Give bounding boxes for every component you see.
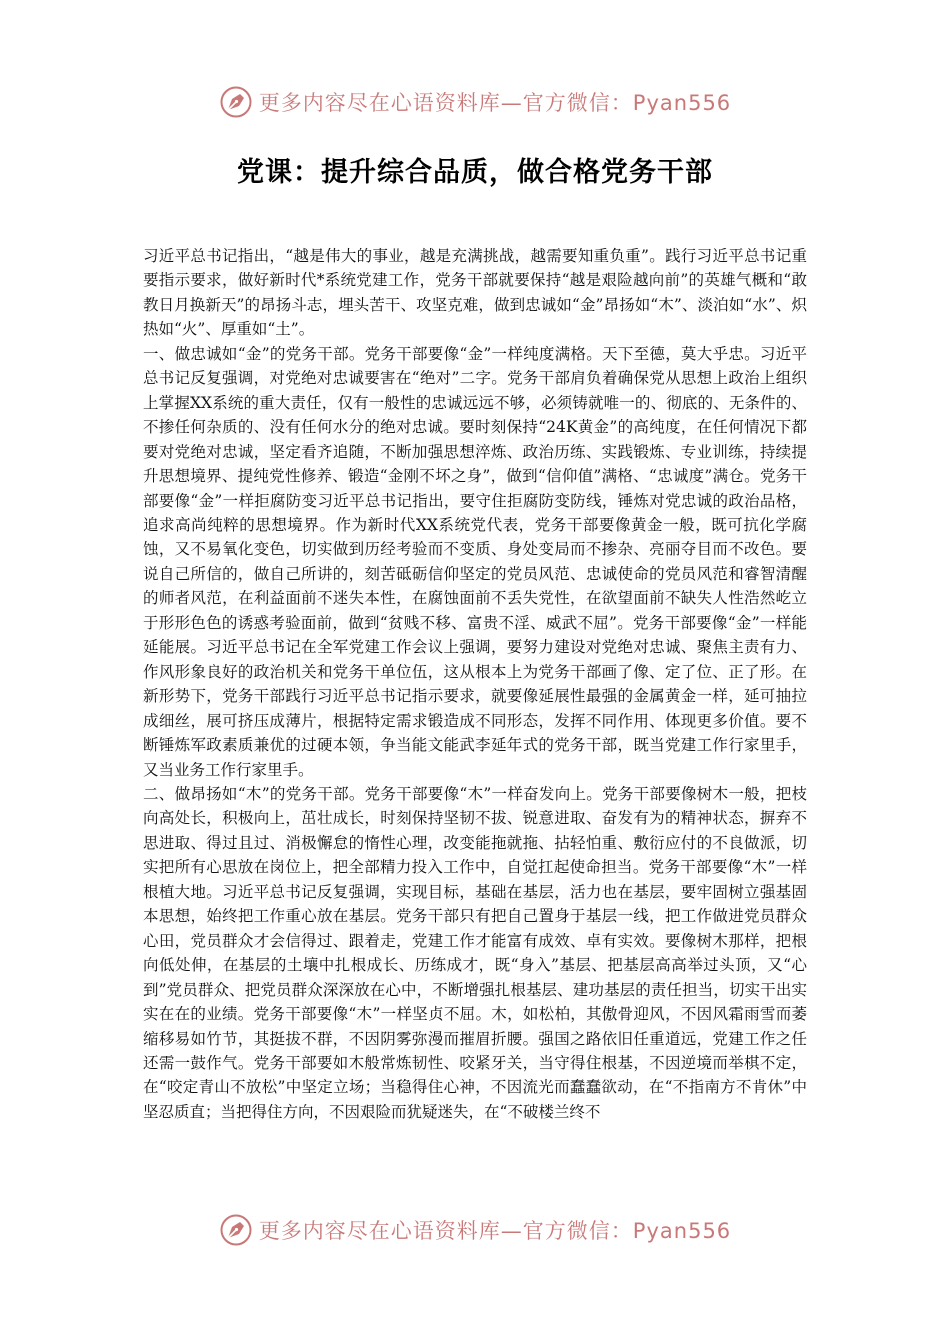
pen-nib-logo-icon <box>219 85 253 119</box>
pen-nib-logo-icon <box>219 1213 253 1247</box>
watermark-text: 更多内容尽在心语资料库—官方微信：Pyan556 <box>258 91 732 115</box>
paragraph-section-two: 二、做昂扬如“木”的党务干部。党务干部要像“木”一样奋发向上。党务干部要像树木一般，把枝向高处长，积极向上，茁壮成长，时刻保持坚韧不拔、锐意进取、奋发有为的精神状态，摒弃不思进取、得过且过、消极懈怠的惰性心理，改变能拖就拖、拈轻怕重、敷衍应付的不良做派，切实把所有心思放在岗位上，把全部精力投入工作中，自觉扛起使命担当。党务干部要像“木”一样根植大地。习近平总书记反复强调，实现目标，基础在基层，活力也在基层，要牢固树立强基固本思想，始终把工作重心放在基层。党务干部只有把自己置身于基层一线，把工作做进党员群众心田，党员群众才会信得过、跟着走，党建工作才能富有成效、卓有实效。要像树木那样，把根向低处伸，在基层的土壤中扎根成长、历练成才，既“身入”基层、把基层高高举过头顶，又“心到”党员群众、把党员群众深深放在心中，不断增强扎根基层、建功基层的责任担当，切实干出实实在在的业绩。党务干部要像“木”一样坚贞不屈。木，如松柏，其傲骨迎风，不因风霜雨雪而萎缩移易如竹节，其挺拔不群，不因阴雾弥漫而摧眉折腰。强国之路依旧任重道远，党建工作之任还需一鼓作气。党务干部要如木般常炼韧性、咬紧牙关，当守得住根基，不因逆境而举棋不定，在“咬定青山不放松”中坚定立场；当稳得住心神，不因流光而蠢蠢欲动，在“不指南方不肯休”中坚忍质直；当把得住方向，不因艰险而犹疑迷失，在“不破楼兰终不 <box>143 784 807 1121</box>
watermark-banner-bottom <box>0 1210 950 1250</box>
watermark-banner-top <box>0 82 950 122</box>
document-title: 党课：提升综合品质，做合格党务干部 <box>237 157 713 188</box>
paragraph-intro: 习近平总书记指出，“越是伟大的事业，越是充满挑战，越需要知重负重”。践行习近平总书记重要指示要求，做好新时代*系统党建工作，党务干部就要保持“越是艰险越向前”的英雄气概和“敢教日月换新天”的昂扬斗志，埋头苦干、攻坚克难，做到忠诚如“金”昂扬如“木”、淡泊如“水”、炽热如“火”、厚重如“土”。 <box>143 247 807 339</box>
paragraph-section-one: 一、做忠诚如“金”的党务干部。党务干部要像“金”一样纯度满格。天下至德，莫大乎忠。习近平总书记反复强调，对党绝对忠诚要害在“绝对”二字。党务干部肩负着确保党从思想上政治上组织上掌握XX系统的重大责任，仅有一般性的忠诚远远不够，必须铸就唯一的、彻底的、无条件的、不掺任何杂质的、没有任何水分的绝对忠诚。要时刻保持“24K黄金”的高纯度，在任何情况下都要对党绝对忠诚，坚定看齐追随，不断加强思想淬炼、政治历练、实践锻炼、专业训练，持续提升思想境界、提纯党性修养、锻造“金刚不坏之身”，做到“信仰值”满格、“忠诚度”满仓。党务干部要像“金”一样拒腐防变习近平总书记指出，要守住拒腐防变防线，锤炼对党忠诚的政治品格，追求高尚纯粹的思想境界。作为新时代XX系统党代表，党务干部要像黄金一般，既可抗化学腐蚀，又不易氧化变色，切实做到历经考验而不变质、身处变局而不掺杂、亮丽夺目而不改色。要说自己所信的，做自己所讲的，刻苦砥砺信仰坚定的党员风范、忠诚使命的党员风范和睿智清醒的师者风范，在利益面前不迷失本性，在腐蚀面前不丢失党性，在欲望面前不缺失人性浩然屹立于形形色色的诱惑考验面前，做到“贫贱不移、富贵不淫、威武不屈”。党务干部要像“金”一样能延能展。习近平总书记在全军党建工作会议上强调，要努力建设对党绝对忠诚、聚焦主责有力、作风形象良好的政治机关和党务干单位伍，这从根本上为党务干部画了像、定了位、正了形。在新形势下，党务干部践行习近平总书记指示要求，就要像延展性最强的金属黄金一样，延可抽拉成细丝，展可挤压成薄片，根据特定需求锻造成不同形态，发挥不同作用、体现更多价值。要不断锤炼军政素质兼优的过硬本领，争当能文能武李延年式的党务干部，既当党建工作行家里手，又当业务工作行家里手。 <box>143 344 807 779</box>
document-body <box>143 244 807 1124</box>
watermark-text: 更多内容尽在心语资料库—官方微信：Pyan556 <box>258 1219 732 1243</box>
